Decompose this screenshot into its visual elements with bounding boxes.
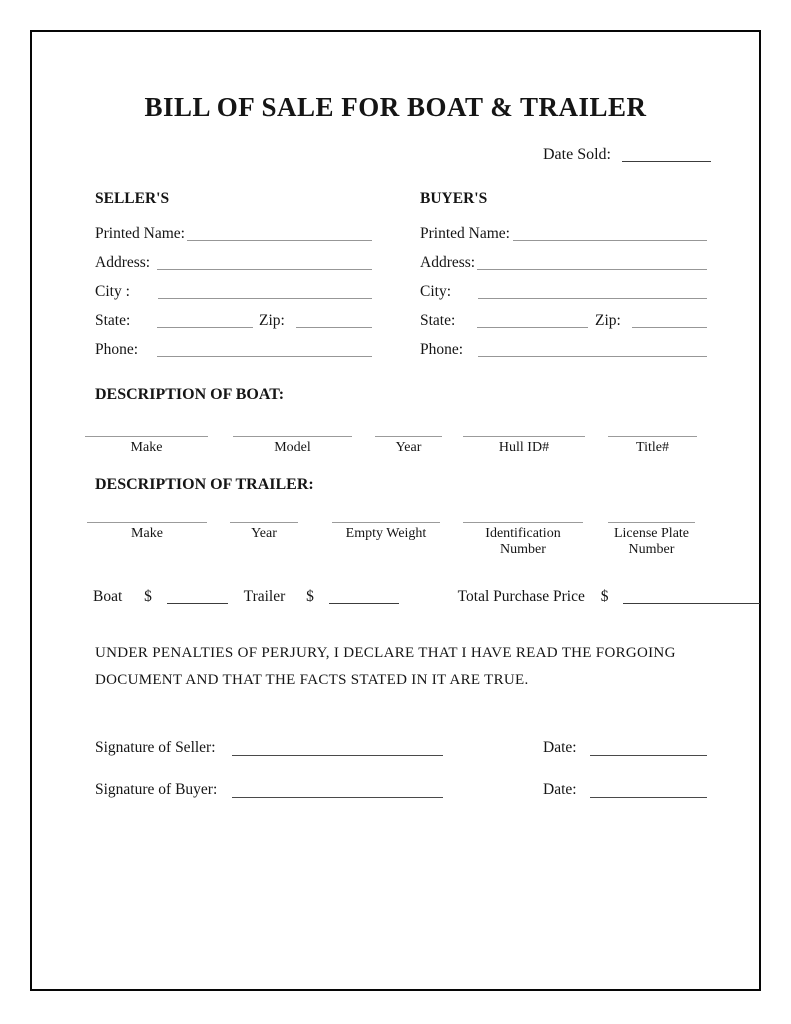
seller-city-line[interactable]	[158, 285, 372, 299]
seller-date-line[interactable]	[590, 742, 707, 756]
boat-field-label-model: Model	[274, 440, 311, 455]
seller-state-zip-row	[95, 301, 372, 330]
date-sold-label: Date Sold:	[543, 146, 611, 163]
buyer-state-label: State:	[420, 312, 456, 329]
buyer-printed-name-label: Printed Name:	[420, 225, 510, 242]
buyer-signature-row	[95, 779, 707, 799]
seller-header: SELLER'S	[95, 190, 170, 207]
trailer-field-line-make[interactable]	[87, 522, 207, 523]
trailer-field-line-license-plate-number[interactable]	[608, 522, 695, 523]
boat-field-label-hull-id: Hull ID#	[498, 440, 550, 455]
buyer-zip-line[interactable]	[632, 314, 707, 328]
seller-address-label: Address:	[95, 254, 151, 271]
date-sold-line[interactable]	[622, 146, 711, 162]
trailer-field-label-identification-number: Identification Number	[485, 526, 561, 557]
buyer-address-label: Address:	[420, 254, 476, 271]
price-boat-line[interactable]	[167, 588, 228, 604]
trailer-field-empty-weight	[332, 522, 440, 542]
seller-section	[95, 190, 372, 359]
boat-field-label-title: Title#	[636, 440, 669, 455]
price-trailer-currency: $	[306, 588, 314, 605]
buyer-printed-name-line[interactable]	[513, 227, 707, 241]
seller-address-row	[95, 243, 372, 272]
seller-zip-label: Zip:	[259, 312, 285, 329]
price-row	[93, 588, 760, 606]
buyer-signature-line[interactable]	[232, 784, 443, 798]
price-total-line[interactable]	[623, 588, 760, 604]
buyer-address-line[interactable]	[477, 256, 707, 270]
trailer-field-line-year[interactable]	[230, 522, 298, 523]
trailer-field-label-license-plate-number: License Plate Number	[613, 526, 690, 557]
boat-field-label-make: Make	[130, 440, 163, 455]
date-sold-row	[543, 146, 711, 164]
boat-field-line-model[interactable]	[233, 436, 352, 437]
trailer-field-line-identification-number[interactable]	[463, 522, 583, 523]
trailer-field-license-plate-number	[608, 522, 695, 558]
price-total-currency: $	[600, 588, 609, 605]
boat-field-make	[85, 436, 208, 456]
buyer-state-zip-row	[420, 301, 707, 330]
buyer-section	[420, 190, 707, 359]
trailer-field-label-empty-weight: Empty Weight	[345, 526, 427, 541]
seller-signature-line[interactable]	[232, 742, 443, 756]
perjury-declaration: UNDER PENALTIES OF PERJURY, I DECLARE THAT I HAVE READ THE FORGOING DOCUMENT AND THAT THE FACTS STATED IN IT ARE TRUE.	[95, 645, 676, 688]
buyer-state-line[interactable]	[477, 314, 588, 328]
trailer-field-label-year: Year	[251, 526, 277, 541]
buyer-address-row	[420, 243, 707, 272]
price-total-label: Total Purchase Price	[457, 588, 585, 605]
trailer-field-identification-number	[463, 522, 583, 558]
trailer-field-label-make: Make	[131, 526, 163, 541]
buyer-signature-label: Signature of Buyer:	[95, 781, 218, 798]
seller-printed-name-row	[95, 214, 372, 243]
seller-date-label: Date:	[543, 739, 577, 756]
boat-field-label-year: Year	[395, 440, 422, 455]
price-boat-label: Boat	[93, 588, 123, 605]
page-border-frame	[30, 30, 761, 991]
seller-phone-label: Phone:	[95, 341, 139, 358]
buyer-printed-name-row	[420, 214, 707, 243]
document-title: BILL OF SALE FOR BOAT & TRAILER	[144, 92, 647, 122]
buyer-city-line[interactable]	[478, 285, 707, 299]
seller-printed-name-label: Printed Name:	[95, 225, 185, 242]
buyer-city-label: City:	[420, 283, 452, 300]
boat-field-line-title[interactable]	[608, 436, 697, 437]
seller-phone-line[interactable]	[157, 343, 372, 357]
boat-field-line-hull-id[interactable]	[463, 436, 585, 437]
boat-field-line-year[interactable]	[375, 436, 442, 437]
buyer-date-label: Date:	[543, 781, 577, 798]
boat-field-title	[608, 436, 697, 456]
buyer-phone-row	[420, 330, 707, 359]
seller-zip-line[interactable]	[296, 314, 372, 328]
buyer-city-row	[420, 272, 707, 301]
seller-city-label: City :	[95, 283, 130, 300]
seller-phone-row	[95, 330, 372, 359]
boat-field-model	[233, 436, 352, 456]
buyer-zip-label: Zip:	[595, 312, 621, 329]
trailer-field-make	[87, 522, 207, 542]
price-trailer-line[interactable]	[329, 588, 399, 604]
seller-city-row	[95, 272, 372, 301]
seller-printed-name-line[interactable]	[187, 227, 372, 241]
boat-field-line-make[interactable]	[85, 436, 208, 437]
trailer-field-year	[230, 522, 298, 542]
boat-field-hull-id	[463, 436, 585, 456]
seller-address-line[interactable]	[157, 256, 372, 270]
buyer-date-line[interactable]	[590, 784, 707, 798]
seller-signature-label: Signature of Seller:	[95, 739, 216, 756]
boat-section-header: DESCRIPTION OF BOAT:	[95, 386, 285, 403]
buyer-phone-line[interactable]	[478, 343, 707, 357]
trailer-section-header: DESCRIPTION OF TRAILER:	[95, 476, 314, 493]
seller-signature-row	[95, 737, 707, 757]
buyer-header: BUYER'S	[420, 190, 488, 207]
seller-state-line[interactable]	[157, 314, 253, 328]
seller-state-label: State:	[95, 312, 131, 329]
price-trailer-label: Trailer	[243, 588, 286, 605]
price-boat-currency: $	[144, 588, 152, 605]
boat-field-year	[375, 436, 442, 456]
trailer-field-line-empty-weight[interactable]	[332, 522, 440, 523]
buyer-phone-label: Phone:	[420, 341, 464, 358]
